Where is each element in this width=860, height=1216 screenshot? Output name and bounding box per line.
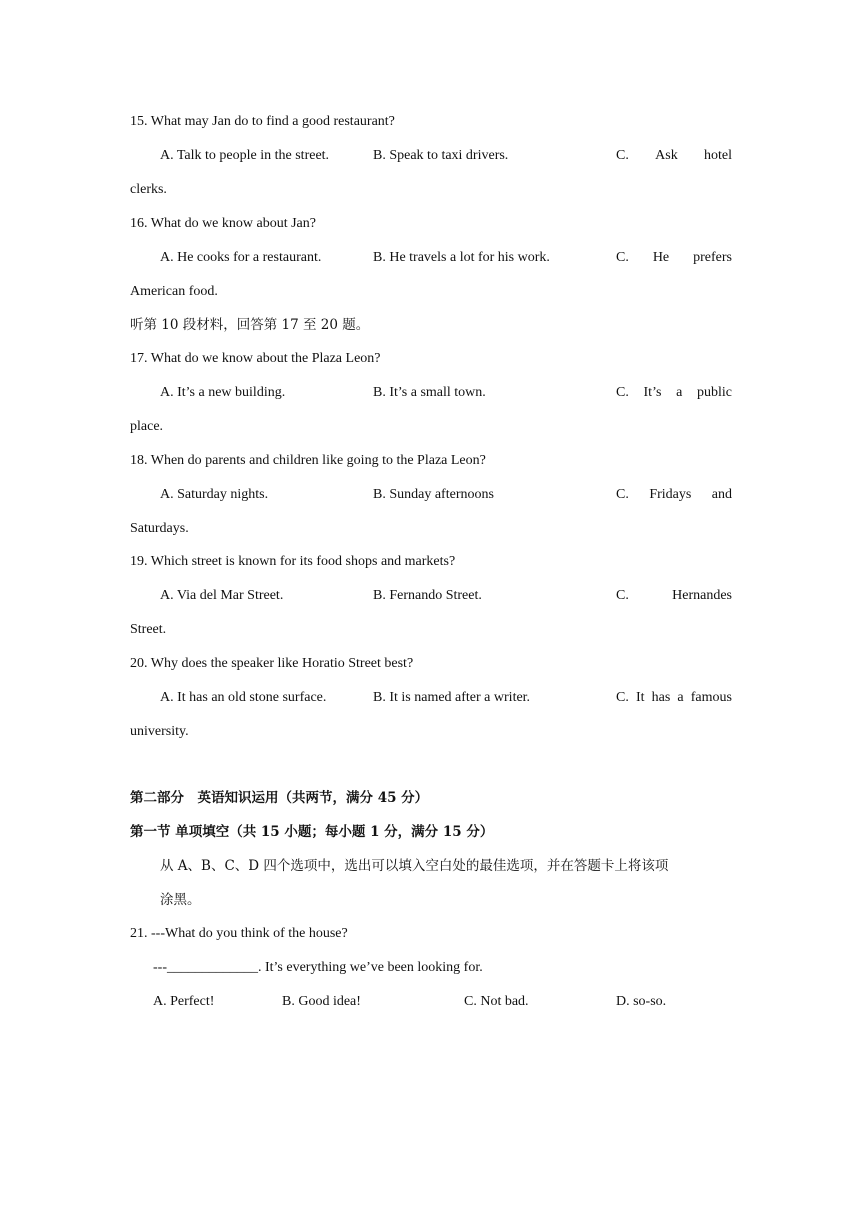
q21-option-c: C. Not bad. xyxy=(464,994,529,1009)
q20-option-c-word: C. xyxy=(616,690,629,705)
q21-option-a: A. Perfect! xyxy=(153,994,215,1009)
q17-option-b: B. It’s a small town. xyxy=(373,385,486,400)
q17-stem: 17. What do we know about the Plaza Leon? xyxy=(130,351,381,366)
q15-option-c xyxy=(616,147,732,165)
q15-option-c-continued: clerks. xyxy=(130,182,167,197)
q17-option-a: A. It’s a new building. xyxy=(160,385,286,400)
q20-option-c-continued: university. xyxy=(130,724,189,739)
q21-stem: 21. ---What do you think of the house? xyxy=(130,926,348,941)
q17-option-c-word: It’s xyxy=(643,385,662,400)
q17-option-c-continued: place. xyxy=(130,419,164,434)
q15-option-b: B. Speak to taxi drivers. xyxy=(373,148,509,163)
q20-option-c-word: a xyxy=(677,690,684,705)
section-10-instruction: 听第 10 段材料，回答第 17 至 20 题。 xyxy=(130,317,370,333)
q18-option-c-word: and xyxy=(711,487,732,502)
q18-option-c-word: C. xyxy=(616,487,629,502)
q16-option-a: A. He cooks for a restaurant. xyxy=(160,250,322,265)
q16-option-b: B. He travels a lot for his work. xyxy=(373,250,550,265)
q18-option-b: B. Sunday afternoons xyxy=(373,487,494,502)
q19-stem: 19. Which street is known for its food shops and markets? xyxy=(130,554,456,569)
q15-option-a: A. Talk to people in the street. xyxy=(160,148,330,163)
q16-option-c xyxy=(616,249,732,267)
q16-option-c-word: C. xyxy=(616,250,629,265)
q20-stem: 20. Why does the speaker like Horatio Street best? xyxy=(130,656,414,671)
q18-option-c xyxy=(616,486,732,504)
q16-option-c-continued: American food. xyxy=(130,284,218,299)
q20-option-c-word: It xyxy=(635,690,645,705)
q16-option-c-word: prefers xyxy=(693,250,732,265)
q17-option-c xyxy=(616,384,732,402)
q21-option-b: B. Good idea! xyxy=(282,994,361,1009)
q15-option-c-word: C. xyxy=(616,148,629,163)
q19-option-c-word: C. xyxy=(616,588,629,603)
q15-stem: 15. What may Jan do to find a good restaurant? xyxy=(130,114,395,129)
q18-option-c-word: Fridays xyxy=(649,487,692,502)
q19-option-c-word: Hernandes xyxy=(672,588,732,603)
section-1-title: 第一节 单项填空（共 15 小题；每小题 1 分，满分 15 分） xyxy=(130,824,494,840)
q15-option-c-word: Ask xyxy=(655,148,678,163)
q20-option-a: A. It has an old stone surface. xyxy=(160,690,327,705)
q19-option-b: B. Fernando Street. xyxy=(373,588,482,603)
q20-option-c-word: has xyxy=(651,690,671,705)
q17-option-c-word: public xyxy=(696,385,732,400)
instructions-line-2: 涂黑。 xyxy=(160,892,201,908)
q19-option-c xyxy=(616,587,732,605)
q19-option-a: A. Via del Mar Street. xyxy=(160,588,284,603)
q17-option-c-word: C. xyxy=(616,385,629,400)
q18-option-a: A. Saturday nights. xyxy=(160,487,269,502)
q20-option-c-word: famous xyxy=(690,690,732,705)
q21-reply: ---_____________. It’s everything we’ve been looking for. xyxy=(153,960,483,975)
q20-option-b: B. It is named after a writer. xyxy=(373,690,531,705)
q18-stem: 18. When do parents and children like going to the Plaza Leon? xyxy=(130,453,486,468)
q16-option-c-word: He xyxy=(652,250,670,265)
q18-option-c-continued: Saturdays. xyxy=(130,521,189,536)
q21-option-d: D. so-so. xyxy=(616,994,667,1009)
part-2-title: 第二部分 英语知识运用（共两节，满分 45 分） xyxy=(130,790,429,806)
instructions-line-1: 从 A、B、C、D 四个选项中，选出可以填入空白处的最佳选项，并在答题卡上将该项 xyxy=(160,858,669,874)
q15-option-c-word: hotel xyxy=(704,148,732,163)
q17-option-c-word: a xyxy=(676,385,683,400)
q19-option-c-continued: Street. xyxy=(130,622,167,637)
q20-option-c xyxy=(616,689,732,707)
q16-stem: 16. What do we know about Jan? xyxy=(130,216,316,231)
